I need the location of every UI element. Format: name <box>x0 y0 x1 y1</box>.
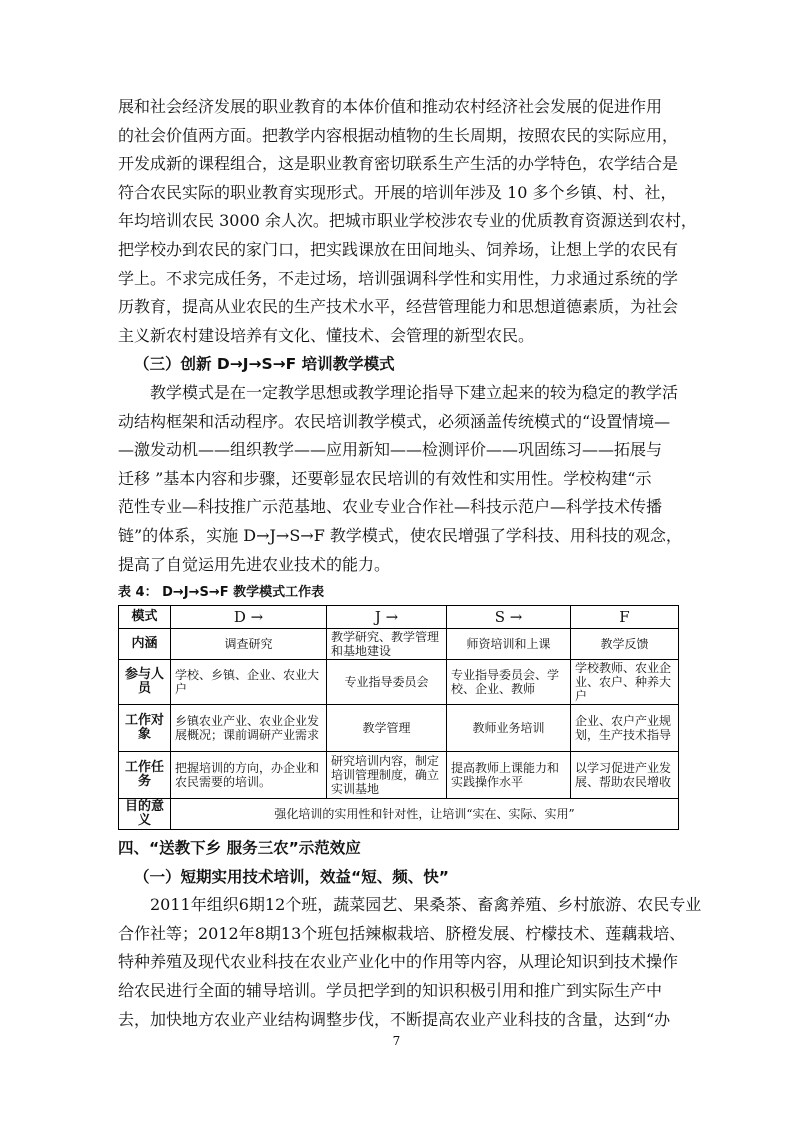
row-label: 目的意义 <box>119 799 171 830</box>
text-line: 开发成新的课程组合，这是职业教育密切联系生产生活的办学特色，农学结合是 <box>118 154 679 174</box>
table-cell: 学校教师、农业企业、农户、种养大户 <box>571 660 679 705</box>
table-header-cell: S → <box>447 606 571 629</box>
table-cell: 专业指导委员会、学校、企业、教师 <box>447 660 571 705</box>
intro-paragraph <box>118 93 697 350</box>
text-line: 提高了自觉运用先进农业技术的能力。 <box>118 554 391 574</box>
text-line: 把学校办到农民的家门口，把实践课放在田间地头、饲养场，让想上学的农民有 <box>118 239 679 259</box>
row-label: 参与人员 <box>119 660 171 705</box>
text-line: 合作社等；2012年8期13个班包括辣椒栽培、脐橙发展、柠檬技术、莲藕栽培、 <box>118 923 686 943</box>
table-caption: 表 4： D→J→S→F 教学模式工作表 <box>118 585 325 601</box>
text-line: 学上。不求完成任务，不走过场，培训强调科学性和实用性，力求通过系统的学 <box>118 268 679 288</box>
text-line: 特种养殖及现代农业科技在农业产业化中的作用等内容，从理论知识到技术操作 <box>118 952 679 972</box>
text-line: —激发动机——组织教学——应用新知——检测评价——巩固练习——拓展与 <box>118 440 663 460</box>
table-merged-cell: 强化培训的实用性和针对性，让培训“实在、实际、实用” <box>171 799 679 830</box>
page-number: 7 <box>392 1034 401 1048</box>
section4-heading: 四、“送教下乡 服务三农”示范效应 <box>118 839 361 858</box>
table-cell: 研究培训内容，制定培训管理制度，确立实训基地 <box>327 752 447 799</box>
table-row <box>119 752 679 799</box>
row-label: 工作对象 <box>119 705 171 752</box>
text-line: 2011年组织6期12个班，蔬菜园艺、果桑茶、畜禽养殖、乡村旅游、农民专业 <box>150 895 702 915</box>
table-cell: 教学管理 <box>327 705 447 752</box>
table-header-row <box>119 606 679 629</box>
text-line: 给农民进行全面的辅导培训。学员把学到的知识积极引用和推广到实际生产中 <box>118 981 663 1001</box>
table-header-cell: 模式 <box>119 606 171 629</box>
text-line: 展和社会经济发展的职业教育的本体价值和推动农村经济社会发展的促进作用 <box>118 97 663 116</box>
text-line: 去，加快地方农业产业结构调整步伐，不断提高农业产业科技的含量，达到“办 <box>118 1009 671 1029</box>
table-cell: 师资培训和上课 <box>447 629 571 660</box>
table-row <box>119 660 679 705</box>
section4-1-heading: （一）短期实用技术培训，效益“短、频、快” <box>134 867 449 886</box>
table-cell: 教学研究、教学管理和基地建设 <box>327 629 447 660</box>
section4-1-paragraph <box>118 891 702 1034</box>
table-cell: 提高教师上课能力和实践操作水平 <box>447 752 571 799</box>
text-line: 动结构框架和活动程序。农民培训教学模式，必须涵盖传统模式的“设置情境— <box>118 411 671 431</box>
row-label: 工作任务 <box>119 752 171 799</box>
table-header-cell: F <box>571 606 679 629</box>
table-cell: 专业指导委员会 <box>327 660 447 705</box>
table-row <box>119 799 679 830</box>
text-line: 年均培训农民 3000 余人次。把城市职业学校涉农专业的优质教育资源送到农村， <box>118 211 697 231</box>
table-row <box>119 705 679 752</box>
section3-heading: （三）创新 D→J→S→F 培训教学模式 <box>134 355 395 374</box>
table-cell: 教学反馈 <box>571 629 679 660</box>
table-row <box>119 629 679 660</box>
text-line: 的社会价值两方面。把教学内容根据动植物的生长周期，按照农民的实际应用， <box>118 125 679 145</box>
text-line: 链”的体系，实施 D→J→S→F 教学模式，使农民增强了学科技、用科技的观念， <box>118 525 682 545</box>
table-cell: 乡镇农业产业、农业企业发展概况；课前调研产业需求 <box>171 705 327 752</box>
table-cell: 调查研究 <box>171 629 327 660</box>
teaching-mode-table <box>118 605 679 830</box>
table-cell: 学校、乡镇、企业、农业大户 <box>171 660 327 705</box>
table-header-cell: D → <box>171 606 327 629</box>
text-line: 符合农民实际的职业教育实现形式。开展的培训年涉及 10 多个乡镇、村、社， <box>118 182 677 202</box>
text-line: 范性专业—科技推广示范基地、农业专业合作社—科技示范户—科学技术传播 <box>118 497 663 517</box>
table-cell: 把握培训的方向，办企业和农民需要的培训。 <box>171 752 327 799</box>
row-label: 内涵 <box>119 629 171 660</box>
table-header-cell: J → <box>327 606 447 629</box>
table-cell: 以学习促进产业发展、帮助农民增收 <box>571 752 679 799</box>
section3-paragraph <box>118 379 682 579</box>
page-body <box>118 93 702 1034</box>
text-line: 历教育，提高从业农民的生产技术水平，经营管理能力和思想道德素质，为社会 <box>118 297 679 317</box>
table-cell: 企业、农户产业规划，生产技术指导 <box>571 705 679 752</box>
text-line: 教学模式是在一定教学思想或教学理论指导下建立起来的较为稳定的教学活 <box>150 382 679 402</box>
table-cell: 教师业务培训 <box>447 705 571 752</box>
text-line: 迁移 ”基本内容和步骤，还要彰显农民培训的有效性和实用性。学校构建“示 <box>118 468 652 488</box>
text-line: 主义新农村建设培养有文化、懂技术、会管理的新型农民。 <box>118 325 535 345</box>
